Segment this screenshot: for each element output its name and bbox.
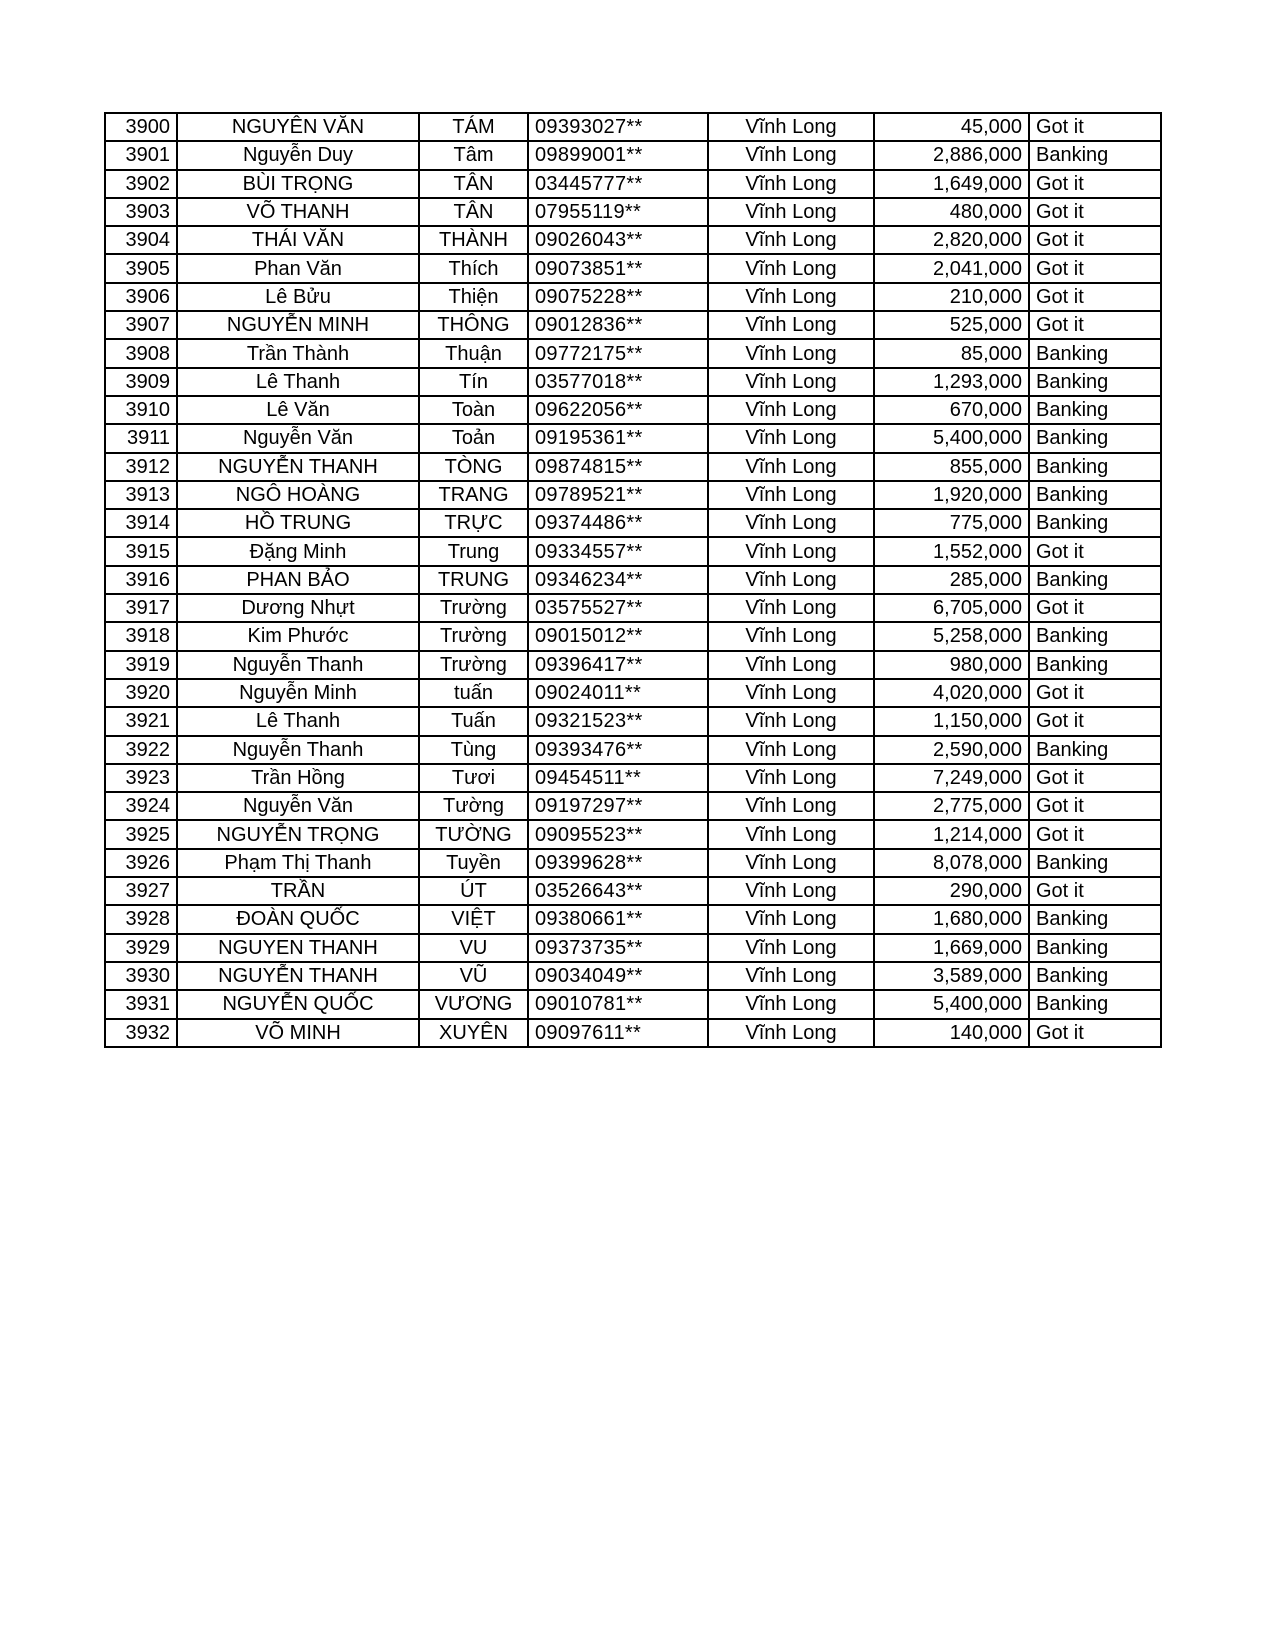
first-name-cell: Trung (419, 537, 528, 565)
province-cell: Vĩnh Long (708, 396, 874, 424)
first-name-cell: Toản (419, 424, 528, 452)
phone-cell: 09026043** (528, 226, 708, 254)
amount-cell: 6,705,000 (874, 594, 1029, 622)
last-name-cell: Phan Văn (177, 254, 419, 282)
first-name-cell: Thích (419, 254, 528, 282)
table-row (105, 820, 1161, 848)
phone-cell: 09095523** (528, 820, 708, 848)
payment-method-cell: Got it (1029, 820, 1161, 848)
last-name-cell: Lê Văn (177, 396, 419, 424)
phone-cell: 09010781** (528, 990, 708, 1018)
phone-cell: 09195361** (528, 424, 708, 452)
row-number-cell: 3906 (105, 283, 177, 311)
table-row (105, 1019, 1161, 1047)
last-name-cell: Lê Thanh (177, 707, 419, 735)
row-number-cell: 3901 (105, 141, 177, 169)
payment-method-cell: Banking (1029, 424, 1161, 452)
row-number-cell: 3925 (105, 820, 177, 848)
table-row (105, 396, 1161, 424)
payment-method-cell: Banking (1029, 453, 1161, 481)
province-cell: Vĩnh Long (708, 905, 874, 933)
phone-cell: 09874815** (528, 453, 708, 481)
row-number-cell: 3931 (105, 990, 177, 1018)
payment-method-cell: Got it (1029, 283, 1161, 311)
winners-table (104, 112, 1162, 1048)
table-row (105, 113, 1161, 141)
province-cell: Vĩnh Long (708, 339, 874, 367)
last-name-cell: Kim Phước (177, 622, 419, 650)
last-name-cell: PHAN BẢO (177, 566, 419, 594)
payment-method-cell: Banking (1029, 962, 1161, 990)
phone-cell: 03575527** (528, 594, 708, 622)
province-cell: Vĩnh Long (708, 594, 874, 622)
row-number-cell: 3914 (105, 509, 177, 537)
amount-cell: 2,886,000 (874, 141, 1029, 169)
row-number-cell: 3909 (105, 368, 177, 396)
last-name-cell: Dương Nhựt (177, 594, 419, 622)
first-name-cell: Tùng (419, 736, 528, 764)
phone-cell: 09899001** (528, 141, 708, 169)
first-name-cell: VŨ (419, 962, 528, 990)
table-row (105, 934, 1161, 962)
payment-method-cell: Got it (1029, 198, 1161, 226)
phone-cell: 09374486** (528, 509, 708, 537)
payment-method-cell: Banking (1029, 566, 1161, 594)
row-number-cell: 3903 (105, 198, 177, 226)
last-name-cell: Lê Thanh (177, 368, 419, 396)
payment-method-cell: Got it (1029, 707, 1161, 735)
amount-cell: 525,000 (874, 311, 1029, 339)
amount-cell: 480,000 (874, 198, 1029, 226)
phone-cell: 09073851** (528, 254, 708, 282)
table-row (105, 679, 1161, 707)
payment-method-cell: Banking (1029, 905, 1161, 933)
first-name-cell: Tuấn (419, 707, 528, 735)
row-number-cell: 3929 (105, 934, 177, 962)
first-name-cell: Tường (419, 792, 528, 820)
amount-cell: 980,000 (874, 651, 1029, 679)
first-name-cell: Toàn (419, 396, 528, 424)
phone-cell: 09321523** (528, 707, 708, 735)
amount-cell: 1,552,000 (874, 537, 1029, 565)
table-row (105, 622, 1161, 650)
province-cell: Vĩnh Long (708, 707, 874, 735)
province-cell: Vĩnh Long (708, 622, 874, 650)
first-name-cell: Trường (419, 651, 528, 679)
amount-cell: 3,589,000 (874, 962, 1029, 990)
table-row (105, 170, 1161, 198)
last-name-cell: Nguyễn Văn (177, 792, 419, 820)
first-name-cell: tuấn (419, 679, 528, 707)
amount-cell: 4,020,000 (874, 679, 1029, 707)
amount-cell: 140,000 (874, 1019, 1029, 1047)
payment-method-cell: Banking (1029, 339, 1161, 367)
table-row (105, 905, 1161, 933)
province-cell: Vĩnh Long (708, 113, 874, 141)
row-number-cell: 3927 (105, 877, 177, 905)
phone-cell: 09097611** (528, 1019, 708, 1047)
first-name-cell: XUYÊN (419, 1019, 528, 1047)
payment-method-cell: Banking (1029, 368, 1161, 396)
amount-cell: 1,680,000 (874, 905, 1029, 933)
first-name-cell: Tươi (419, 764, 528, 792)
table-row (105, 226, 1161, 254)
phone-cell: 09622056** (528, 396, 708, 424)
last-name-cell: Trần Thành (177, 339, 419, 367)
amount-cell: 210,000 (874, 283, 1029, 311)
phone-cell: 09393027** (528, 113, 708, 141)
table-row (105, 283, 1161, 311)
table-row (105, 707, 1161, 735)
province-cell: Vĩnh Long (708, 934, 874, 962)
table-row (105, 311, 1161, 339)
phone-cell: 09373735** (528, 934, 708, 962)
table-row (105, 481, 1161, 509)
province-cell: Vĩnh Long (708, 509, 874, 537)
first-name-cell: Tâm (419, 141, 528, 169)
first-name-cell: TÒNG (419, 453, 528, 481)
last-name-cell: HỒ TRUNG (177, 509, 419, 537)
first-name-cell: TRUNG (419, 566, 528, 594)
table-row (105, 764, 1161, 792)
table-row (105, 339, 1161, 367)
payment-method-cell: Banking (1029, 651, 1161, 679)
payment-method-cell: Banking (1029, 736, 1161, 764)
phone-cell: 09015012** (528, 622, 708, 650)
table-row (105, 566, 1161, 594)
table-row (105, 849, 1161, 877)
payment-method-cell: Got it (1029, 877, 1161, 905)
phone-cell: 09024011** (528, 679, 708, 707)
table-row (105, 141, 1161, 169)
row-number-cell: 3928 (105, 905, 177, 933)
province-cell: Vĩnh Long (708, 679, 874, 707)
last-name-cell: Nguyễn Minh (177, 679, 419, 707)
last-name-cell: NGUYÊN VĂN (177, 113, 419, 141)
phone-cell: 09346234** (528, 566, 708, 594)
table-row (105, 594, 1161, 622)
province-cell: Vĩnh Long (708, 254, 874, 282)
first-name-cell: TRỰC (419, 509, 528, 537)
province-cell: Vĩnh Long (708, 283, 874, 311)
first-name-cell: Tín (419, 368, 528, 396)
first-name-cell: ÚT (419, 877, 528, 905)
last-name-cell: NGUYEN THANH (177, 934, 419, 962)
province-cell: Vĩnh Long (708, 481, 874, 509)
amount-cell: 2,820,000 (874, 226, 1029, 254)
province-cell: Vĩnh Long (708, 849, 874, 877)
payment-method-cell: Got it (1029, 679, 1161, 707)
row-number-cell: 3918 (105, 622, 177, 650)
phone-cell: 09396417** (528, 651, 708, 679)
phone-cell: 09772175** (528, 339, 708, 367)
phone-cell: 09399628** (528, 849, 708, 877)
last-name-cell: NGUYỄN THANH (177, 962, 419, 990)
province-cell: Vĩnh Long (708, 736, 874, 764)
table-row (105, 990, 1161, 1018)
first-name-cell: Thiện (419, 283, 528, 311)
last-name-cell: VÕ MINH (177, 1019, 419, 1047)
phone-cell: 09454511** (528, 764, 708, 792)
row-number-cell: 3905 (105, 254, 177, 282)
amount-cell: 5,400,000 (874, 424, 1029, 452)
first-name-cell: Trường (419, 594, 528, 622)
table-row (105, 537, 1161, 565)
last-name-cell: Nguyễn Thanh (177, 736, 419, 764)
last-name-cell: NGUYỄN TRỌNG (177, 820, 419, 848)
row-number-cell: 3924 (105, 792, 177, 820)
first-name-cell: VIỆT (419, 905, 528, 933)
table-body (105, 113, 1161, 1047)
table-row (105, 509, 1161, 537)
row-number-cell: 3900 (105, 113, 177, 141)
payment-method-cell: Banking (1029, 141, 1161, 169)
province-cell: Vĩnh Long (708, 453, 874, 481)
last-name-cell: NGUYỄN THANH (177, 453, 419, 481)
payment-method-cell: Got it (1029, 792, 1161, 820)
last-name-cell: Đặng Minh (177, 537, 419, 565)
amount-cell: 670,000 (874, 396, 1029, 424)
row-number-cell: 3921 (105, 707, 177, 735)
amount-cell: 2,775,000 (874, 792, 1029, 820)
phone-cell: 03526643** (528, 877, 708, 905)
table-row (105, 962, 1161, 990)
row-number-cell: 3920 (105, 679, 177, 707)
province-cell: Vĩnh Long (708, 651, 874, 679)
amount-cell: 45,000 (874, 113, 1029, 141)
table-row (105, 651, 1161, 679)
payment-method-cell: Got it (1029, 594, 1161, 622)
row-number-cell: 3923 (105, 764, 177, 792)
amount-cell: 85,000 (874, 339, 1029, 367)
first-name-cell: TƯỜNG (419, 820, 528, 848)
phone-cell: 07955119** (528, 198, 708, 226)
amount-cell: 5,400,000 (874, 990, 1029, 1018)
row-number-cell: 3922 (105, 736, 177, 764)
table-row (105, 254, 1161, 282)
first-name-cell: THÀNH (419, 226, 528, 254)
province-cell: Vĩnh Long (708, 764, 874, 792)
phone-cell: 09393476** (528, 736, 708, 764)
payment-method-cell: Got it (1029, 113, 1161, 141)
row-number-cell: 3904 (105, 226, 177, 254)
province-cell: Vĩnh Long (708, 792, 874, 820)
last-name-cell: VÕ THANH (177, 198, 419, 226)
first-name-cell: TRANG (419, 481, 528, 509)
province-cell: Vĩnh Long (708, 170, 874, 198)
province-cell: Vĩnh Long (708, 311, 874, 339)
amount-cell: 5,258,000 (874, 622, 1029, 650)
phone-cell: 09197297** (528, 792, 708, 820)
province-cell: Vĩnh Long (708, 820, 874, 848)
payment-method-cell: Banking (1029, 934, 1161, 962)
first-name-cell: VƯƠNG (419, 990, 528, 1018)
last-name-cell: THÁI VĂN (177, 226, 419, 254)
phone-cell: 09034049** (528, 962, 708, 990)
amount-cell: 775,000 (874, 509, 1029, 537)
last-name-cell: Phạm Thị Thanh (177, 849, 419, 877)
payment-method-cell: Banking (1029, 990, 1161, 1018)
amount-cell: 1,214,000 (874, 820, 1029, 848)
row-number-cell: 3902 (105, 170, 177, 198)
province-cell: Vĩnh Long (708, 226, 874, 254)
row-number-cell: 3910 (105, 396, 177, 424)
phone-cell: 03445777** (528, 170, 708, 198)
province-cell: Vĩnh Long (708, 1019, 874, 1047)
last-name-cell: Nguyễn Thanh (177, 651, 419, 679)
amount-cell: 1,669,000 (874, 934, 1029, 962)
province-cell: Vĩnh Long (708, 368, 874, 396)
province-cell: Vĩnh Long (708, 424, 874, 452)
province-cell: Vĩnh Long (708, 877, 874, 905)
row-number-cell: 3930 (105, 962, 177, 990)
table-row (105, 453, 1161, 481)
province-cell: Vĩnh Long (708, 198, 874, 226)
last-name-cell: NGUYỄN MINH (177, 311, 419, 339)
phone-cell: 09075228** (528, 283, 708, 311)
amount-cell: 7,249,000 (874, 764, 1029, 792)
first-name-cell: Trường (419, 622, 528, 650)
last-name-cell: Nguyễn Duy (177, 141, 419, 169)
province-cell: Vĩnh Long (708, 962, 874, 990)
amount-cell: 1,150,000 (874, 707, 1029, 735)
table-row (105, 198, 1161, 226)
first-name-cell: VU (419, 934, 528, 962)
row-number-cell: 3919 (105, 651, 177, 679)
amount-cell: 1,920,000 (874, 481, 1029, 509)
amount-cell: 2,590,000 (874, 736, 1029, 764)
row-number-cell: 3908 (105, 339, 177, 367)
last-name-cell: Trần Hồng (177, 764, 419, 792)
payment-method-cell: Got it (1029, 311, 1161, 339)
phone-cell: 09789521** (528, 481, 708, 509)
row-number-cell: 3916 (105, 566, 177, 594)
row-number-cell: 3917 (105, 594, 177, 622)
payment-method-cell: Banking (1029, 622, 1161, 650)
row-number-cell: 3907 (105, 311, 177, 339)
phone-cell: 09380661** (528, 905, 708, 933)
table-row (105, 368, 1161, 396)
province-cell: Vĩnh Long (708, 141, 874, 169)
first-name-cell: TÂN (419, 170, 528, 198)
row-number-cell: 3915 (105, 537, 177, 565)
row-number-cell: 3926 (105, 849, 177, 877)
phone-cell: 03577018** (528, 368, 708, 396)
last-name-cell: TRẦN (177, 877, 419, 905)
amount-cell: 1,649,000 (874, 170, 1029, 198)
payment-method-cell: Banking (1029, 481, 1161, 509)
amount-cell: 8,078,000 (874, 849, 1029, 877)
payment-method-cell: Got it (1029, 254, 1161, 282)
payment-method-cell: Banking (1029, 849, 1161, 877)
province-cell: Vĩnh Long (708, 566, 874, 594)
table-row (105, 877, 1161, 905)
payment-method-cell: Banking (1029, 509, 1161, 537)
amount-cell: 285,000 (874, 566, 1029, 594)
amount-cell: 855,000 (874, 453, 1029, 481)
first-name-cell: Thuận (419, 339, 528, 367)
last-name-cell: ĐOÀN QUỐC (177, 905, 419, 933)
last-name-cell: BÙI TRỌNG (177, 170, 419, 198)
row-number-cell: 3911 (105, 424, 177, 452)
row-number-cell: 3932 (105, 1019, 177, 1047)
row-number-cell: 3912 (105, 453, 177, 481)
table-row (105, 736, 1161, 764)
first-name-cell: Tuyền (419, 849, 528, 877)
last-name-cell: NGUYỄN QUỐC (177, 990, 419, 1018)
first-name-cell: TÂN (419, 198, 528, 226)
first-name-cell: THÔNG (419, 311, 528, 339)
phone-cell: 09334557** (528, 537, 708, 565)
payment-method-cell: Got it (1029, 1019, 1161, 1047)
table-row (105, 792, 1161, 820)
amount-cell: 1,293,000 (874, 368, 1029, 396)
last-name-cell: Lê Bửu (177, 283, 419, 311)
payment-method-cell: Banking (1029, 396, 1161, 424)
amount-cell: 2,041,000 (874, 254, 1029, 282)
province-cell: Vĩnh Long (708, 537, 874, 565)
payment-method-cell: Got it (1029, 226, 1161, 254)
last-name-cell: Nguyễn Văn (177, 424, 419, 452)
last-name-cell: NGÔ HOÀNG (177, 481, 419, 509)
amount-cell: 290,000 (874, 877, 1029, 905)
payment-method-cell: Got it (1029, 537, 1161, 565)
phone-cell: 09012836** (528, 311, 708, 339)
table-row (105, 424, 1161, 452)
row-number-cell: 3913 (105, 481, 177, 509)
province-cell: Vĩnh Long (708, 990, 874, 1018)
payment-method-cell: Got it (1029, 170, 1161, 198)
payment-method-cell: Got it (1029, 764, 1161, 792)
first-name-cell: TÁM (419, 113, 528, 141)
